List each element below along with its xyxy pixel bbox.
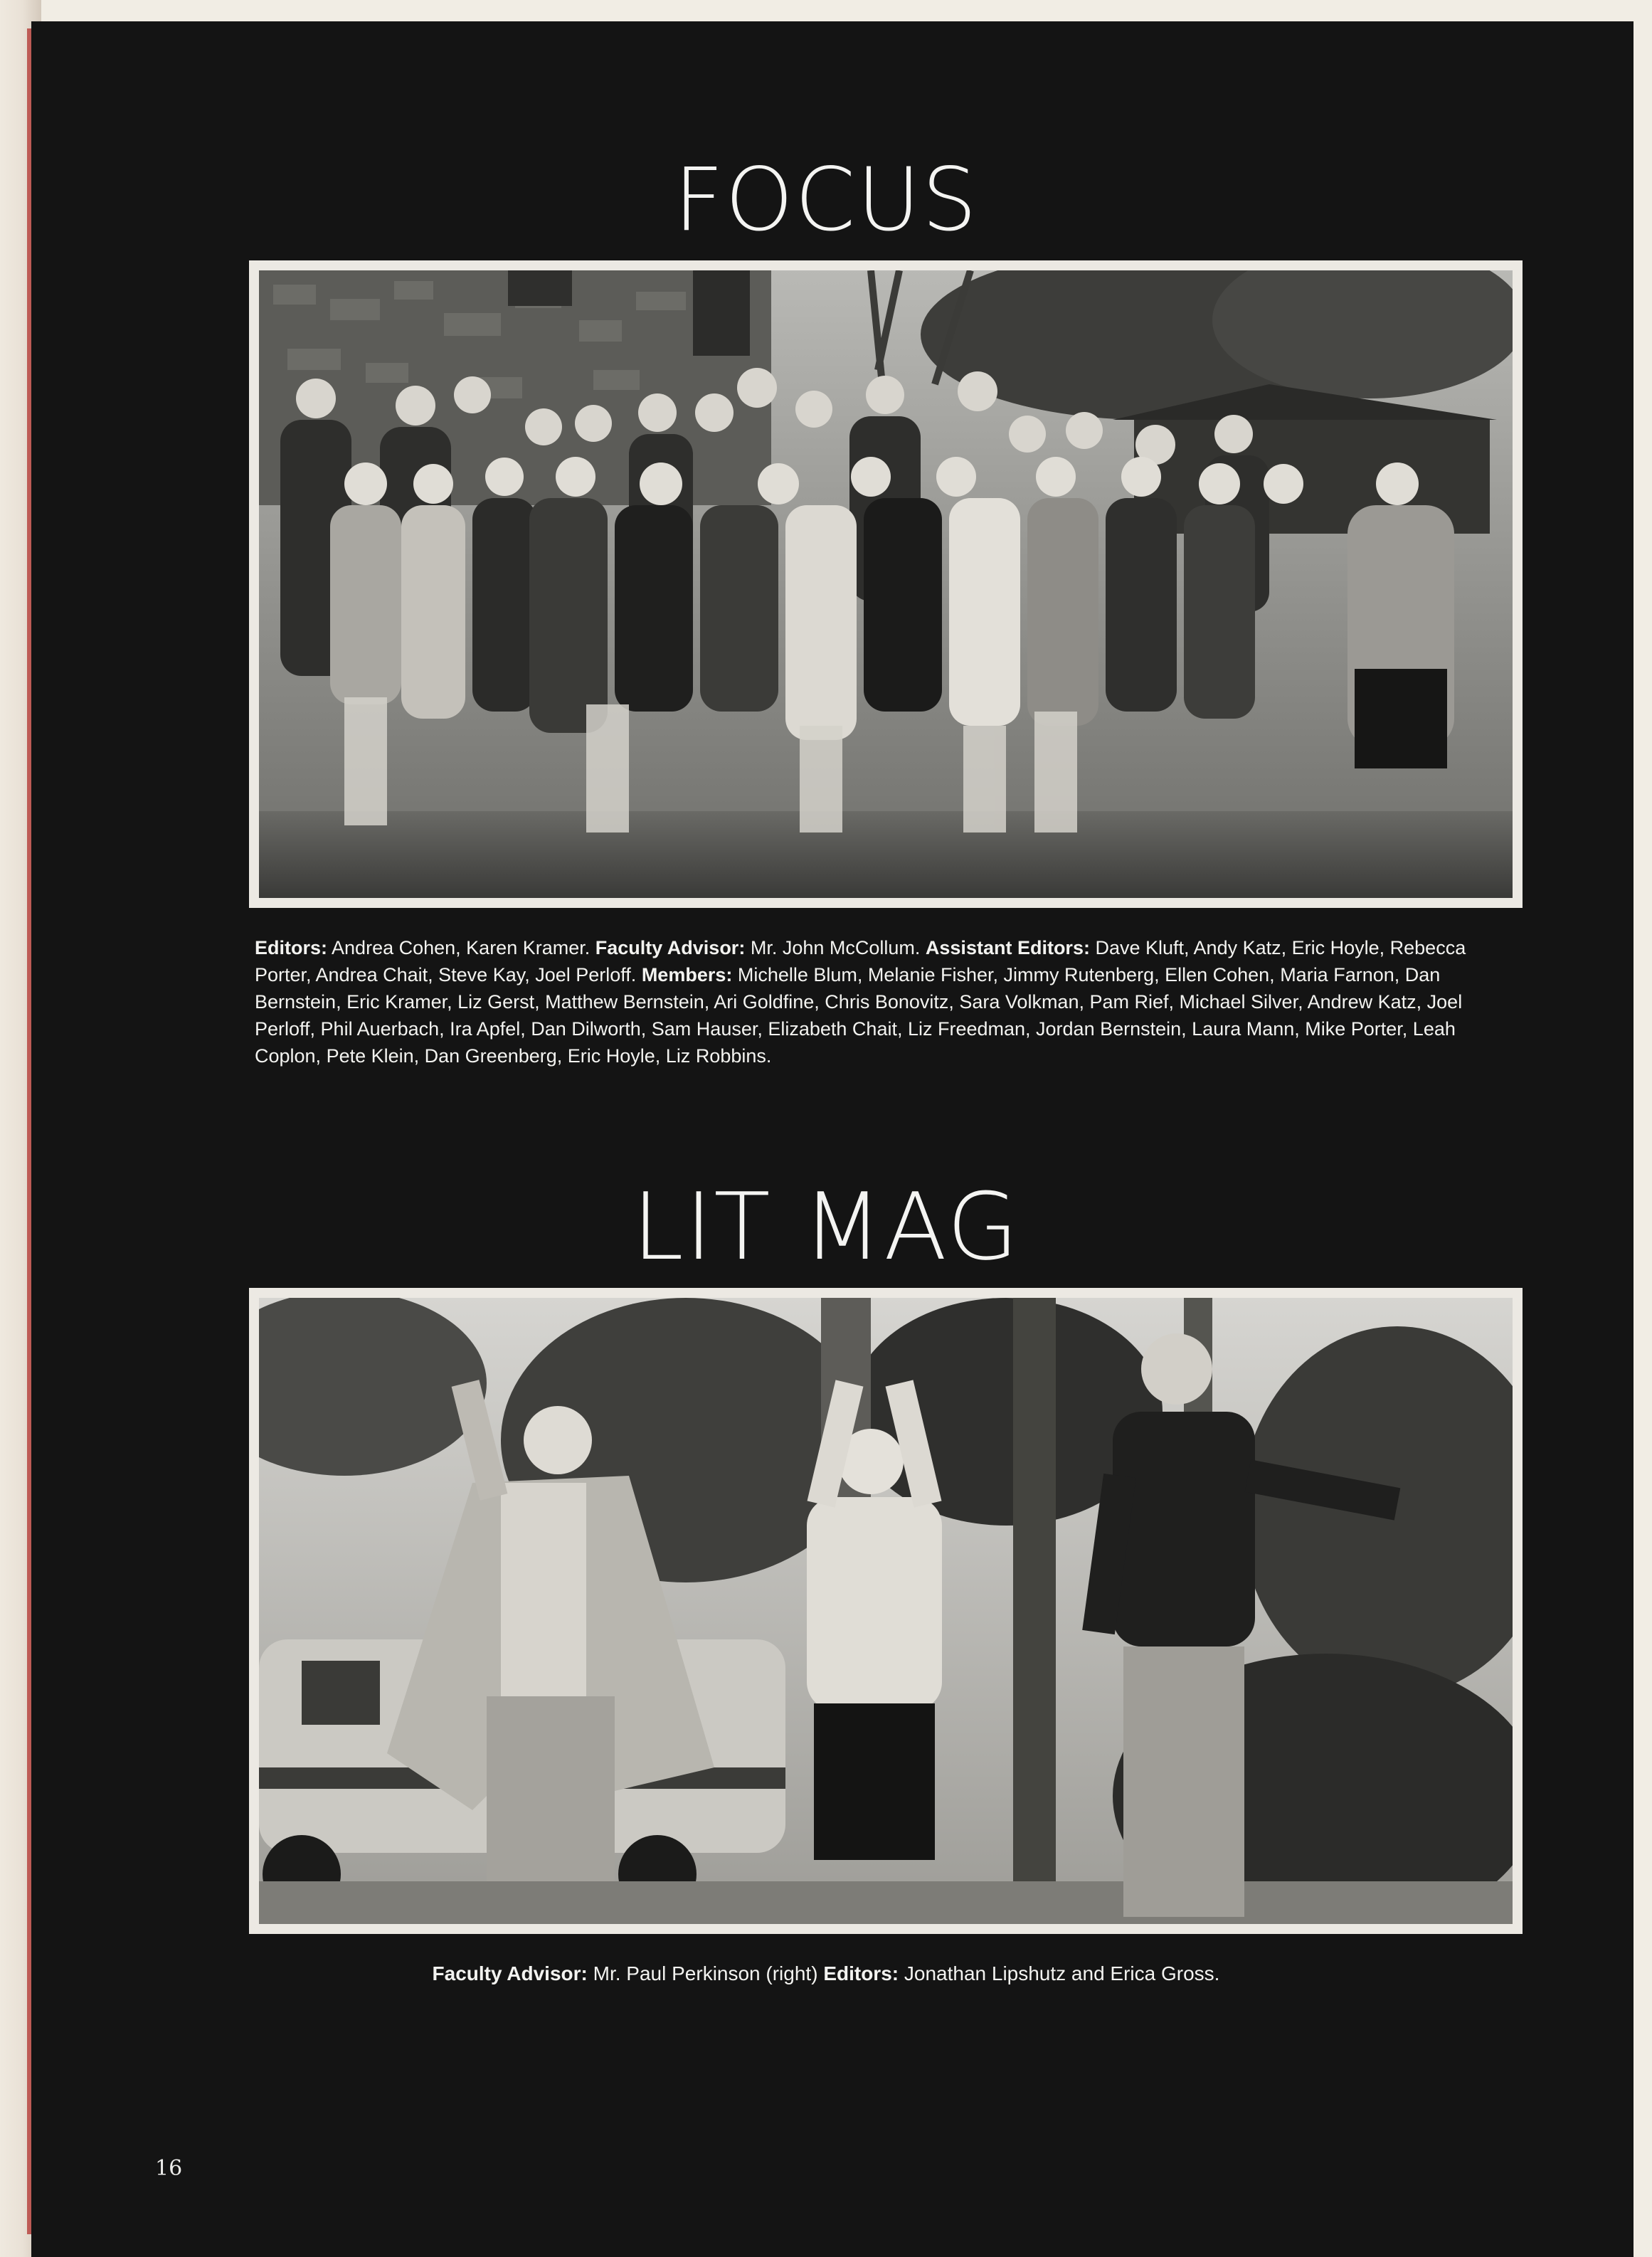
group-photo-icon: [259, 270, 1513, 898]
members-label: Members:: [641, 964, 733, 985]
litmag-editors-label: Editors:: [823, 1962, 899, 1984]
faculty-advisor-label: Faculty Advisor:: [595, 937, 746, 958]
litmag-faculty-label: Faculty Advisor:: [432, 1962, 588, 1984]
members-names: Michelle Blum, Melanie Fisher, Jimmy Rutenberg, Ellen Cohen, Maria Farnon, Dan Bernstein, Eric Kramer, Liz Gerst, Matthew Bernstein, Ari Goldfine, Chris Bonovitz, Sara Volkman, Pam Rief, Michael Silver, Andrew Katz, Joel Perloff, Phil Auerbach, Ira Apfel, Dan Dilworth, Sam Hauser, Elizabeth Chait, Liz Freedman, Jordan Bernstein, Laura Mann, Mike Porter, Leah Coplon, Pete Klein, Dan Greenberg, Eric Hoyle, Liz Robbins.: [255, 964, 1463, 1067]
page-number: 16: [155, 2156, 183, 2181]
litmag-faculty-name: Mr. Paul Perkinson (right): [593, 1962, 818, 1984]
faculty-advisor-name: Mr. John McCollum.: [750, 937, 921, 958]
litmag-photo: [249, 1288, 1523, 1934]
assistant-editors-label: Assistant Editors:: [925, 937, 1090, 958]
litmag-editors-names: Jonathan Lipshutz and Erica Gross.: [904, 1962, 1220, 1984]
focus-caption: [255, 934, 1507, 1069]
editors-label: Editors:: [255, 937, 328, 958]
outdoor-photo-icon: [259, 1298, 1513, 1924]
litmag-heading: LIT MAG: [632, 1173, 1020, 1281]
litmag-caption: [0, 1960, 1652, 1987]
focus-group-photo: [249, 260, 1523, 908]
focus-heading: FOCUS: [673, 149, 979, 250]
editors-names: Andrea Cohen, Karen Kramer.: [332, 937, 591, 958]
assistant-editors-names: Dave Kluft, Andy Katz, Eric Hoyle, Rebecca Porter, Andrea Chait, Steve Kay, Joel Perloff.: [255, 937, 1466, 985]
